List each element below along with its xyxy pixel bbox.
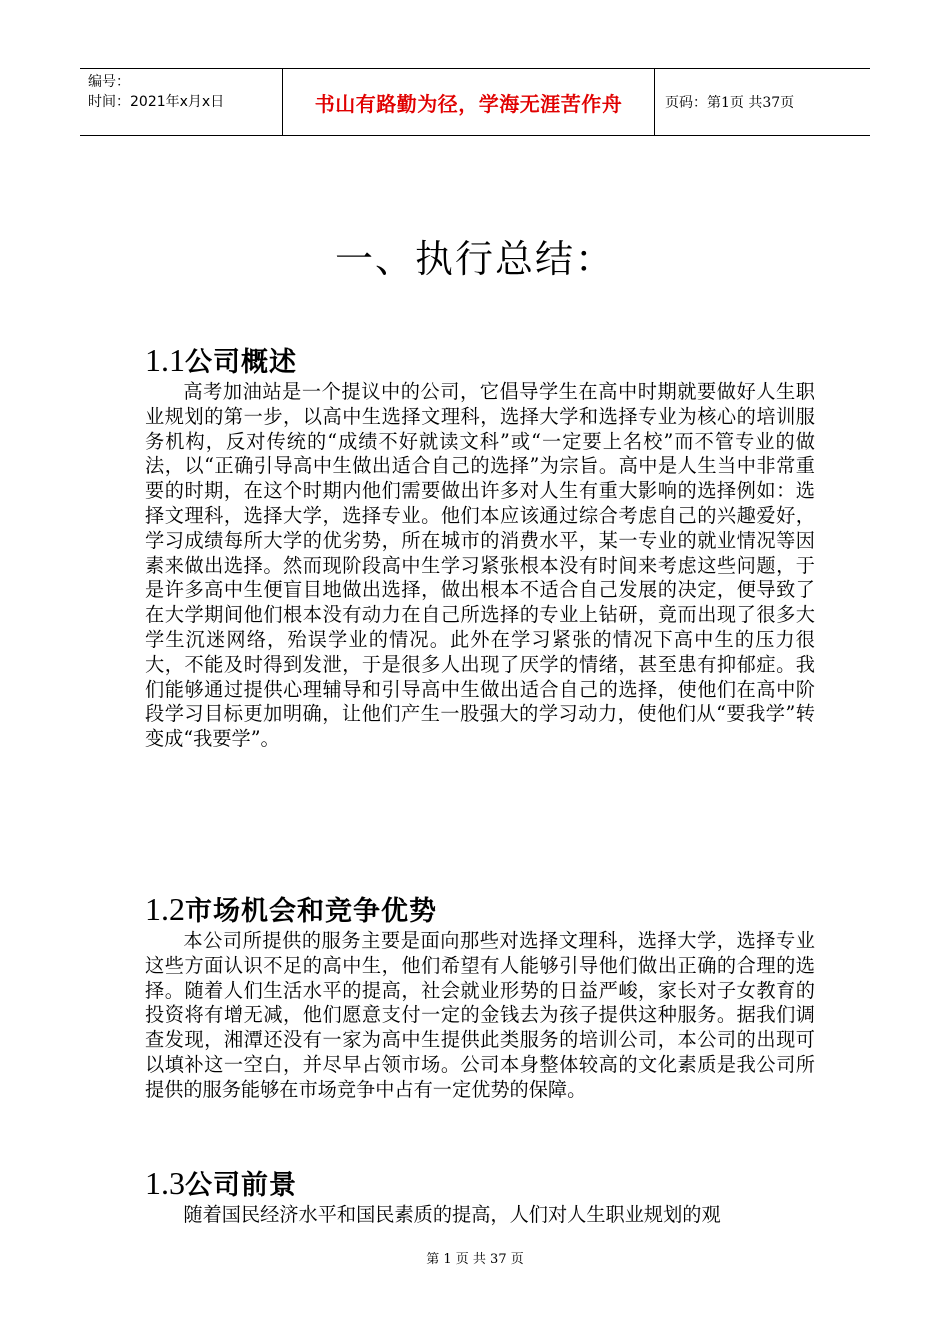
section-heading xyxy=(145,340,815,380)
section-title: 市场机会和竞争优势 xyxy=(185,896,437,927)
section-market-opportunity xyxy=(145,889,815,1103)
header-left-cell xyxy=(80,69,282,135)
page-header xyxy=(80,68,870,136)
section-number: 1.1 xyxy=(145,342,185,378)
section-company-overview xyxy=(145,340,815,752)
section-number: 1.2 xyxy=(145,891,185,927)
section-title: 公司概述 xyxy=(185,347,297,378)
section-heading xyxy=(145,1163,815,1203)
header-motto: 书山有路勤为径，学海无涯苦作舟 xyxy=(282,69,655,135)
section-number: 1.3 xyxy=(145,1165,185,1201)
section-heading xyxy=(145,889,815,929)
section-paragraph: 本公司所提供的服务主要是面向那些对选择文理科，选择大学，选择专业这些方面认识不足的高中生，他们希望有人能够引导他们做出正确的合理的选择。随着人们生活水平的提高，社会就业形势的日益严峻，家长对子女教育的投资将有增无减，他们愿意支付一定的金钱去为孩子提供这种服务。据我们调查发现，湘潭还没有一家为高中生提供此类服务的培训公司，本公司的出现可以填补这一空白，并尽早占领市场。公司本身整体较高的文化素质是我公司所提供的服务能够在市场竞争中占有一定优势的保障。 xyxy=(145,929,815,1101)
section-paragraph: 随着国民经济水平和国民素质的提高，人们对人生职业规划的观 xyxy=(183,1203,721,1226)
document-number-label: 编号： xyxy=(88,74,130,90)
section-paragraph: 高考加油站是一个提议中的公司，它倡导学生在高中时期就要做好人生职业规划的第一步，以高中生选择文理科，选择大学和选择专业为核心的培训服务机构，反对传统的“成绩不好就读文科”或“一定要上名校”而不管专业的做法，以“正确引导高中生做出适合自己的选择”为宗旨。高中是人生当中非常重要的时期，在这个时期内他们需要做出许多对人生有重大影响的选择例如：选择文理科，选择大学，选择专业。他们本应该通过综合考虑自己的兴趣爱好，学习成绩每所大学的优劣势，所在城市的消费水平，某一专业的就业情况等因素来做出选择。然而现阶段高中生学习紧张根本没有时间来考虑这些问题，于是许多高中生便盲目地做出选择，做出根本不适合自己发展的决定，便导致了在大学期间他们根本没有动力在自己所选择的专业上钻研，竟而出现了很多大学生沉迷网络，殆误学业的情况。此外在学习紧张的情况下高中生的压力很大，不能及时得到发泄，于是很多人出现了厌学的情绪，甚至患有抑郁症。我们能够通过提供心理辅导和引导高中生做出适合自己的选择，使他们在高中阶段学习目标更加明确，让他们产生一股强大的学习动力，使他们从“要我学”转变成“我要学”。 xyxy=(145,380,815,751)
document-title: 一、执行总结： xyxy=(334,237,615,281)
document-date: 时间：2021年x月x日 xyxy=(88,94,225,110)
header-page-info: 页码：第1页 共37页 xyxy=(665,95,795,111)
section-company-outlook xyxy=(145,1163,815,1228)
page-footer: 第 1 页 共 37 页 xyxy=(426,1252,524,1267)
section-title: 公司前景 xyxy=(185,1170,297,1201)
